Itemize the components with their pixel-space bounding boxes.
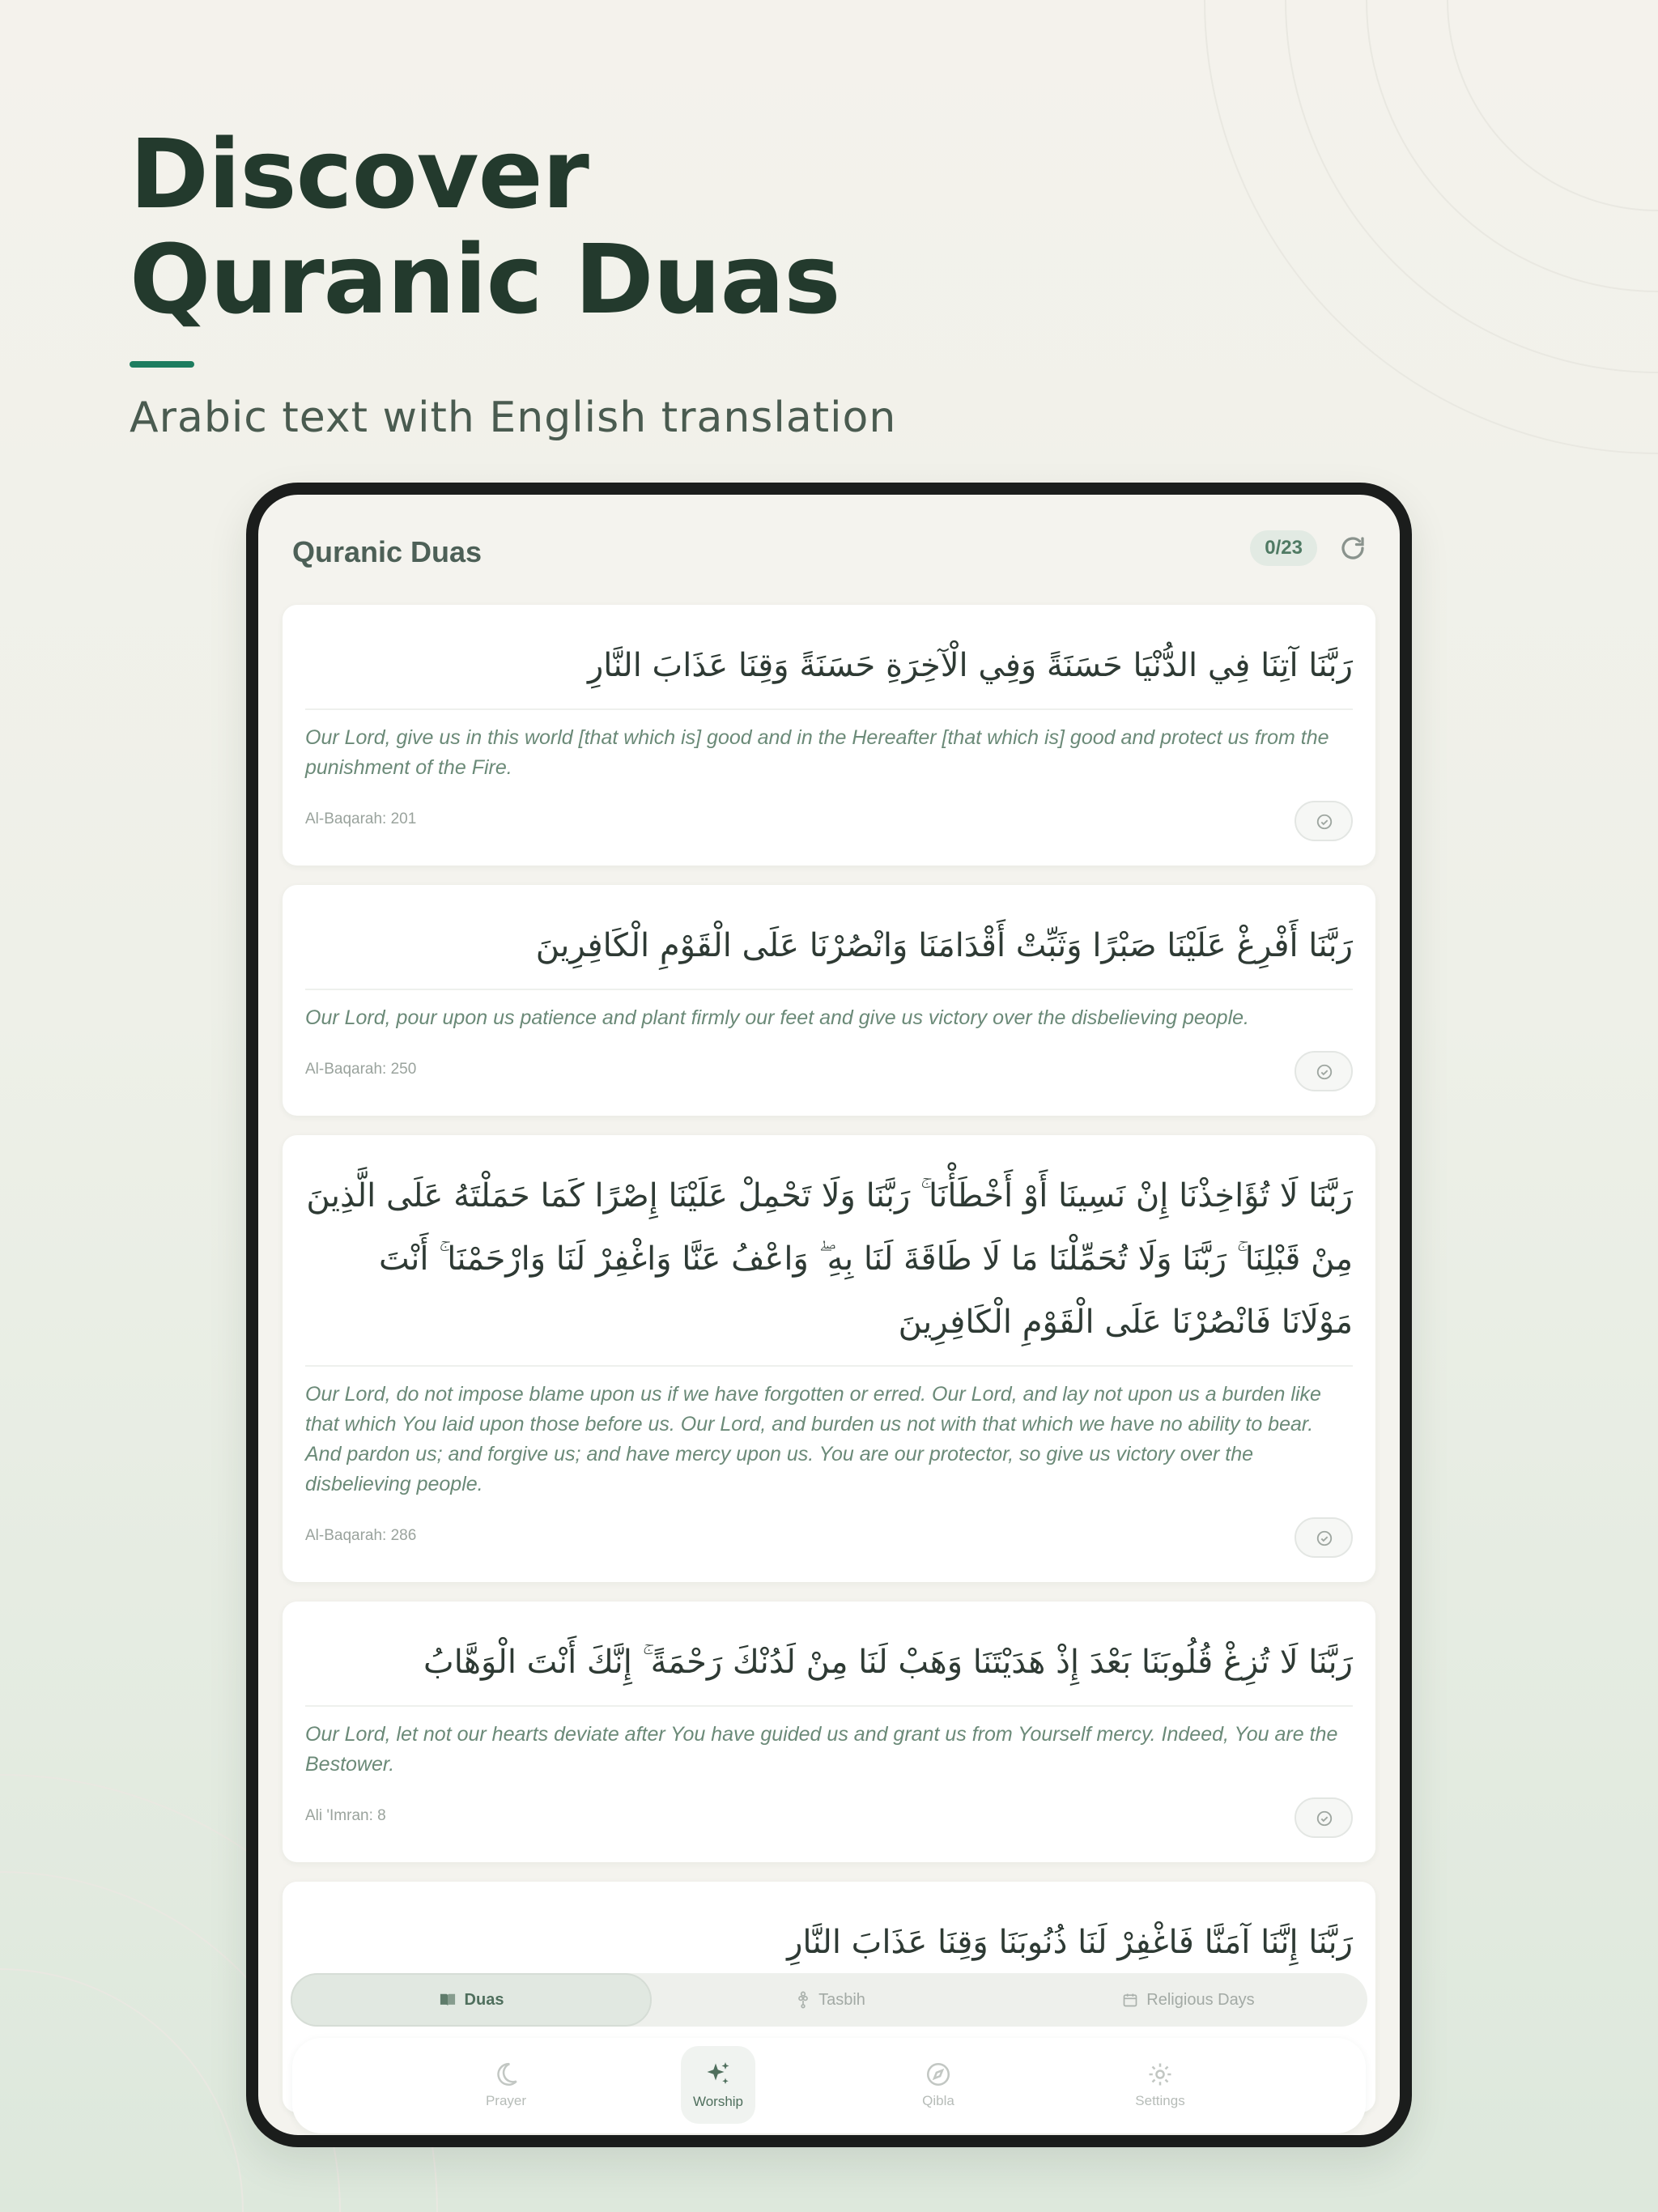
nav-label: Prayer	[485, 2093, 527, 2108]
dua-card	[283, 885, 1375, 1116]
check-circle-icon	[1316, 813, 1333, 831]
dua-card-footer	[305, 794, 1353, 843]
dua-arabic-text: رَبَّنَا آتِنَا فِي الدُّنْيَا حَسَنَةً وَفِي الْآخِرَةِ حَسَنَةً وَقِنَا عَذَابَ النَّارِ	[587, 647, 1353, 684]
dua-translation: Our Lord, do not impose blame upon us if we have forgotten or erred. Our Lord, and lay not upon us a burden like that which You laid upon those before us. Our Lord, and burden us not with that which we have no ability to bear. And pardon us; and forgive us; and have mercy upon us. You are our protector, so give us victory over the disbelieving people.	[305, 1383, 1321, 1495]
worship-subtabs	[291, 1973, 1367, 2027]
nav-item-qibla[interactable]	[901, 2046, 976, 2124]
nav-item-settings[interactable]	[1123, 2046, 1197, 2124]
dua-card	[283, 1135, 1375, 1582]
mark-read-button[interactable]	[1295, 1517, 1353, 1558]
subtab-label: Tasbih	[818, 1990, 865, 2009]
dua-card-footer	[305, 1511, 1353, 1559]
nav-label: Settings	[1135, 2093, 1185, 2108]
check-circle-icon	[1316, 1810, 1333, 1827]
dua-reference: Al-Baqarah: 250	[305, 1061, 417, 1078]
dua-translation: Our Lord, give us in this world [that which is] good and in the Hereafter [that which is] good and protect us from the punishment of the Fire.	[305, 726, 1329, 779]
nav-item-worship[interactable]	[681, 2046, 755, 2124]
subtab-religious-days[interactable]	[1010, 1973, 1367, 2027]
hero-title-line2: Quranic Duas	[130, 223, 840, 335]
page-title: Quranic Duas	[292, 535, 483, 568]
tablet-frame	[246, 483, 1412, 2147]
subtab-tasbih[interactable]	[652, 1973, 1010, 2027]
hero-underline	[130, 361, 194, 368]
app-header	[258, 495, 1400, 597]
book-icon	[439, 1992, 457, 2008]
divider	[305, 1705, 1353, 1707]
dua-translation: Our Lord, pour upon us patience and plant firmly our feet and give us victory over the disbelieving people.	[305, 1006, 1249, 1029]
dua-arabic-text: رَبَّنَا لَا تُؤَاخِذْنَا إِنْ نَسِينَا أَوْ أَخْطَأْنَا ۚ رَبَّنَا وَلَا تَحْمِلْ عَلَيْنَا إِصْرًا كَمَا حَمَلْتَهُ عَلَى الَّذِينَ مِنْ قَبْلِنَا ۚ رَبَّنَا وَلَا تُحَمِّلْنَا مَا لَا طَاقَةَ لَنَا بِهِ ۖ وَاعْفُ عَنَّا وَاغْفِرْ لَنَا وَارْحَمْنَا ۚ أَنْتَ مَوْلَانَا فَانْصُرْنَا عَلَى الْقَوْمِ الْكَافِرِينَ	[306, 1177, 1353, 1341]
hero-title-line1: Discover	[130, 118, 589, 230]
dua-card	[283, 1602, 1375, 1862]
crescent-moon-icon	[492, 2061, 520, 2088]
subtab-label: Religious Days	[1146, 1990, 1255, 2009]
nav-item-prayer[interactable]	[469, 2046, 543, 2124]
dua-card	[283, 605, 1375, 866]
dua-arabic-text: رَبَّنَا إِنَّنَا آمَنَّا فَاغْفِرْ لَنَا ذُنُوبَنَا وَقِنَا عَذَابَ النَّارِ	[787, 1924, 1353, 1961]
nav-label: Qibla	[922, 2093, 954, 2108]
subtab-label: Duas	[464, 1990, 504, 2009]
bottom-navigation	[292, 2038, 1366, 2133]
dua-translation: Our Lord, let not our hearts deviate after You have guided us and grant us from Yourself mercy. Indeed, You are the Bestower.	[305, 1723, 1338, 1776]
check-circle-icon	[1316, 1529, 1333, 1547]
refresh-icon[interactable]	[1338, 534, 1367, 563]
tasbih-icon	[796, 1991, 810, 2009]
hero-title	[130, 118, 840, 335]
dua-reference: Al-Baqarah: 286	[305, 1527, 417, 1544]
dua-arabic-text: رَبَّنَا لَا تُزِغْ قُلُوبَنَا بَعْدَ إِذْ هَدَيْتَنَا وَهَبْ لَنَا مِنْ لَدُنْكَ رَحْمَةً ۚ إِنَّكَ أَنْتَ الْوَهَّابُ	[423, 1644, 1353, 1681]
mark-read-button[interactable]	[1295, 1797, 1353, 1838]
compass-icon	[925, 2061, 952, 2088]
dua-arabic-text: رَبَّنَا أَفْرِغْ عَلَيْنَا صَبْرًا وَثَبِّتْ أَقْدَامَنَا وَانْصُرْنَا عَلَى الْقَوْمِ الْكَافِرِينَ	[535, 927, 1353, 964]
dua-list[interactable]	[283, 605, 1375, 1968]
divider	[305, 989, 1353, 990]
divider	[305, 1365, 1353, 1367]
dua-card-footer	[305, 1791, 1353, 1840]
progress-counter-badge: 0/23	[1250, 530, 1317, 566]
check-circle-icon	[1316, 1063, 1333, 1081]
gear-icon	[1146, 2061, 1174, 2088]
dua-reference: Al-Baqarah: 201	[305, 810, 417, 827]
dua-reference: Ali 'Imran: 8	[305, 1807, 386, 1824]
subtab-duas[interactable]	[291, 1973, 652, 2027]
calendar-icon	[1122, 1992, 1138, 2008]
dua-card-footer	[305, 1044, 1353, 1093]
mark-read-button[interactable]	[1295, 1051, 1353, 1091]
divider	[305, 708, 1353, 710]
hero-subtitle: Arabic text with English translation	[130, 393, 897, 442]
nav-label: Worship	[692, 2094, 744, 2109]
mark-read-button[interactable]	[1295, 801, 1353, 841]
sparkles-icon	[704, 2060, 733, 2089]
